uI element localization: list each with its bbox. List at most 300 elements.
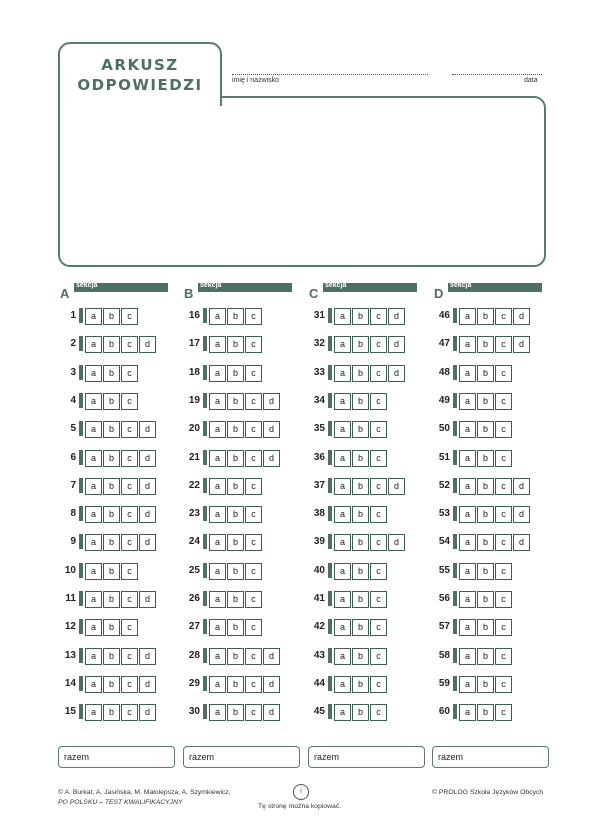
answer-box-15-b[interactable]: b (103, 704, 120, 721)
answer-box-7-b[interactable]: b (103, 478, 120, 495)
answer-box-20-d[interactable]: d (263, 421, 280, 438)
answer-box-55-a[interactable]: a (459, 563, 476, 580)
answer-box-29-c[interactable]: c (245, 676, 262, 693)
question-number: 12 (64, 621, 76, 632)
section-letter-c: C (309, 286, 319, 301)
answer-box-20-b[interactable]: b (227, 421, 244, 438)
answer-box-54-d[interactable]: d (513, 534, 530, 551)
answer-box-27-b[interactable]: b (227, 619, 244, 636)
question-number: 29 (188, 678, 200, 689)
answer-box-21-b[interactable]: b (227, 450, 244, 467)
answer-box-5-d[interactable]: d (139, 421, 156, 438)
answer-box-28-b[interactable]: b (227, 648, 244, 665)
box-marker (79, 648, 83, 663)
answer-box-34-c[interactable]: c (370, 393, 387, 410)
answer-box-2-d[interactable]: d (139, 336, 156, 353)
answer-box-53-b[interactable]: b (477, 506, 494, 523)
question-number: 2 (70, 338, 76, 349)
answer-box-55-c[interactable]: c (495, 563, 512, 580)
answer-box-37-d[interactable]: d (388, 478, 405, 495)
answer-box-47-d[interactable]: d (513, 336, 530, 353)
answer-box-47-c[interactable]: c (495, 336, 512, 353)
answer-box-17-b[interactable]: b (227, 336, 244, 353)
answer-box-12-b[interactable]: b (103, 619, 120, 636)
box-marker (328, 676, 332, 691)
answer-box-9-c[interactable]: c (121, 534, 138, 551)
box-marker (453, 591, 457, 606)
question-number: 52 (438, 480, 450, 491)
answer-box-58-a[interactable]: a (459, 648, 476, 665)
answer-box-5-c[interactable]: c (121, 421, 138, 438)
answer-box-46-b[interactable]: b (477, 308, 494, 325)
answer-box-56-c[interactable]: c (495, 591, 512, 608)
answer-box-28-c[interactable]: c (245, 648, 262, 665)
box-marker (79, 704, 83, 719)
question-number: 28 (188, 650, 200, 661)
name-field[interactable] (232, 74, 428, 75)
answer-box-50-b[interactable]: b (477, 421, 494, 438)
answer-box-32-b[interactable]: b (352, 336, 369, 353)
answer-box-45-a[interactable]: a (334, 704, 351, 721)
box-marker (453, 563, 457, 578)
answer-box-42-b[interactable]: b (352, 619, 369, 636)
answer-box-51-b[interactable]: b (477, 450, 494, 467)
answer-box-52-d[interactable]: d (513, 478, 530, 495)
answer-box-9-d[interactable]: d (139, 534, 156, 551)
answer-box-31-a[interactable]: a (334, 308, 351, 325)
question-number: 33 (313, 367, 325, 378)
answer-box-50-c[interactable]: c (495, 421, 512, 438)
answer-box-32-d[interactable]: d (388, 336, 405, 353)
answer-box-19-a[interactable]: a (209, 393, 226, 410)
question-number: 21 (188, 452, 200, 463)
answer-box-22-a[interactable]: a (209, 478, 226, 495)
section-letter-d: D (434, 286, 444, 301)
question-number: 48 (438, 367, 450, 378)
question-number: 9 (70, 536, 76, 547)
answer-box-53-a[interactable]: a (459, 506, 476, 523)
answer-box-4-a[interactable]: a (85, 393, 102, 410)
answer-box-42-a[interactable]: a (334, 619, 351, 636)
answer-box-16-a[interactable]: a (209, 308, 226, 325)
question-number: 24 (188, 536, 200, 547)
answer-box-46-d[interactable]: d (513, 308, 530, 325)
question-number: 40 (313, 565, 325, 576)
question-number: 5 (70, 423, 76, 434)
answer-box-28-d[interactable]: d (263, 648, 280, 665)
date-label: data (524, 77, 538, 84)
answer-box-29-a[interactable]: a (209, 676, 226, 693)
box-marker (203, 534, 207, 549)
answer-box-31-d[interactable]: d (388, 308, 405, 325)
answer-box-58-b[interactable]: b (477, 648, 494, 665)
question-number: 57 (438, 621, 450, 632)
answer-box-2-a[interactable]: a (85, 336, 102, 353)
answer-box-33-a[interactable]: a (334, 365, 351, 382)
answer-box-41-a[interactable]: a (334, 591, 351, 608)
answer-box-43-a[interactable]: a (334, 648, 351, 665)
answer-box-10-c[interactable]: c (121, 563, 138, 580)
answer-box-34-b[interactable]: b (352, 393, 369, 410)
answer-box-5-a[interactable]: a (85, 421, 102, 438)
footer-authors: © A. Burkat, A. Jasińska, M. Małolepsza, A. Szymkiewicz, (58, 789, 231, 796)
answer-box-2-c[interactable]: c (121, 336, 138, 353)
answer-box-59-b[interactable]: b (477, 676, 494, 693)
answer-box-34-a[interactable]: a (334, 393, 351, 410)
answer-box-18-b[interactable]: b (227, 365, 244, 382)
answer-box-30-b[interactable]: b (227, 704, 244, 721)
answer-box-23-b[interactable]: b (227, 506, 244, 523)
answer-box-36-a[interactable]: a (334, 450, 351, 467)
total-field-d[interactable]: razem (432, 746, 549, 768)
answer-box-7-a[interactable]: a (85, 478, 102, 495)
question-number: 31 (313, 310, 325, 321)
box-marker (203, 393, 207, 408)
answer-box-37-b[interactable]: b (352, 478, 369, 495)
answer-box-7-c[interactable]: c (121, 478, 138, 495)
answer-box-52-b[interactable]: b (477, 478, 494, 495)
box-marker (203, 478, 207, 493)
question-number: 55 (438, 565, 450, 576)
answer-box-56-a[interactable]: a (459, 591, 476, 608)
answer-box-59-a[interactable]: a (459, 676, 476, 693)
answer-box-19-b[interactable]: b (227, 393, 244, 410)
answer-box-57-a[interactable]: a (459, 619, 476, 636)
answer-box-20-a[interactable]: a (209, 421, 226, 438)
answer-box-37-c[interactable]: c (370, 478, 387, 495)
answer-box-26-b[interactable]: b (227, 591, 244, 608)
answer-box-9-b[interactable]: b (103, 534, 120, 551)
answer-box-35-a[interactable]: a (334, 421, 351, 438)
question-number: 8 (70, 508, 76, 519)
answer-box-47-b[interactable]: b (477, 336, 494, 353)
answer-box-48-c[interactable]: c (495, 365, 512, 382)
question-number: 47 (438, 338, 450, 349)
answer-box-2-b[interactable]: b (103, 336, 120, 353)
answer-box-4-b[interactable]: b (103, 393, 120, 410)
answer-box-47-a[interactable]: a (459, 336, 476, 353)
section-letter-b: B (184, 286, 194, 301)
answer-box-22-c[interactable]: c (245, 478, 262, 495)
answer-box-8-b[interactable]: b (103, 506, 120, 523)
box-marker (328, 563, 332, 578)
answer-box-17-a[interactable]: a (209, 336, 226, 353)
answer-box-19-c[interactable]: c (245, 393, 262, 410)
answer-box-24-b[interactable]: b (227, 534, 244, 551)
box-marker (79, 619, 83, 634)
box-marker (453, 308, 457, 323)
answer-box-51-c[interactable]: c (495, 450, 512, 467)
answer-box-30-d[interactable]: d (263, 704, 280, 721)
answer-box-11-d[interactable]: d (139, 591, 156, 608)
answer-box-20-c[interactable]: c (245, 421, 262, 438)
box-marker (328, 591, 332, 606)
answer-box-7-d[interactable]: d (139, 478, 156, 495)
box-marker (79, 450, 83, 465)
question-number: 38 (313, 508, 325, 519)
answer-box-10-b[interactable]: b (103, 563, 120, 580)
answer-box-11-a[interactable]: a (85, 591, 102, 608)
answer-box-53-c[interactable]: c (495, 506, 512, 523)
box-marker (328, 506, 332, 521)
question-number: 30 (188, 706, 200, 717)
box-marker (79, 365, 83, 380)
box-marker (203, 704, 207, 719)
box-marker (79, 506, 83, 521)
box-marker (203, 506, 207, 521)
date-field[interactable] (452, 74, 542, 75)
box-marker (328, 336, 332, 351)
answer-box-41-b[interactable]: b (352, 591, 369, 608)
answer-box-1-c[interactable]: c (121, 308, 138, 325)
answer-box-26-c[interactable]: c (245, 591, 262, 608)
answer-box-44-c[interactable]: c (370, 676, 387, 693)
answer-box-40-a[interactable]: a (334, 563, 351, 580)
box-marker (453, 365, 457, 380)
answer-box-17-c[interactable]: c (245, 336, 262, 353)
answer-box-21-c[interactable]: c (245, 450, 262, 467)
answer-box-13-c[interactable]: c (121, 648, 138, 665)
answer-box-60-b[interactable]: b (477, 704, 494, 721)
box-marker (328, 365, 332, 380)
question-number: 14 (64, 678, 76, 689)
answer-box-43-b[interactable]: b (352, 648, 369, 665)
answer-box-11-b[interactable]: b (103, 591, 120, 608)
answer-box-6-b[interactable]: b (103, 450, 120, 467)
answer-box-10-a[interactable]: a (85, 563, 102, 580)
answer-box-6-c[interactable]: c (121, 450, 138, 467)
answer-box-6-d[interactable]: d (139, 450, 156, 467)
section-label: sekcja (325, 282, 347, 289)
box-marker (79, 393, 83, 408)
answer-box-35-b[interactable]: b (352, 421, 369, 438)
answer-box-49-a[interactable]: a (459, 393, 476, 410)
answer-box-45-b[interactable]: b (352, 704, 369, 721)
answer-box-44-a[interactable]: a (334, 676, 351, 693)
answer-box-50-a[interactable]: a (459, 421, 476, 438)
answer-box-23-a[interactable]: a (209, 506, 226, 523)
answer-box-24-c[interactable]: c (245, 534, 262, 551)
box-marker (203, 648, 207, 663)
answer-box-57-b[interactable]: b (477, 619, 494, 636)
answer-box-8-a[interactable]: a (85, 506, 102, 523)
answer-box-29-d[interactable]: d (263, 676, 280, 693)
answer-box-16-c[interactable]: c (245, 308, 262, 325)
answer-box-52-c[interactable]: c (495, 478, 512, 495)
answer-box-38-c[interactable]: c (370, 506, 387, 523)
answer-box-29-b[interactable]: b (227, 676, 244, 693)
answer-box-52-a[interactable]: a (459, 478, 476, 495)
answer-box-56-b[interactable]: b (477, 591, 494, 608)
answer-box-26-a[interactable]: a (209, 591, 226, 608)
answer-box-14-d[interactable]: d (139, 676, 156, 693)
answer-box-57-c[interactable]: c (495, 619, 512, 636)
question-number: 16 (188, 310, 200, 321)
question-number: 35 (313, 423, 325, 434)
box-marker (453, 676, 457, 691)
question-number: 50 (438, 423, 450, 434)
box-marker (79, 534, 83, 549)
box-marker (453, 393, 457, 408)
box-marker (79, 676, 83, 691)
question-number: 45 (313, 706, 325, 717)
answer-box-8-c[interactable]: c (121, 506, 138, 523)
section-label: sekcja (450, 282, 472, 289)
answer-box-36-c[interactable]: c (370, 450, 387, 467)
answer-box-55-b[interactable]: b (477, 563, 494, 580)
answer-box-14-a[interactable]: a (85, 676, 102, 693)
answer-box-15-c[interactable]: c (121, 704, 138, 721)
answer-box-51-a[interactable]: a (459, 450, 476, 467)
answer-box-32-a[interactable]: a (334, 336, 351, 353)
answer-box-11-c[interactable]: c (121, 591, 138, 608)
box-marker (203, 591, 207, 606)
answer-box-9-a[interactable]: a (85, 534, 102, 551)
answer-box-5-b[interactable]: b (103, 421, 120, 438)
answer-box-3-a[interactable]: a (85, 365, 102, 382)
answer-box-54-b[interactable]: b (477, 534, 494, 551)
answer-box-33-d[interactable]: d (388, 365, 405, 382)
answer-box-33-b[interactable]: b (352, 365, 369, 382)
answer-box-53-d[interactable]: d (513, 506, 530, 523)
answer-box-38-a[interactable]: a (334, 506, 351, 523)
answer-box-42-c[interactable]: c (370, 619, 387, 636)
answer-box-48-a[interactable]: a (459, 365, 476, 382)
box-marker (79, 563, 83, 578)
answer-box-24-a[interactable]: a (209, 534, 226, 551)
question-number: 18 (188, 367, 200, 378)
answer-box-36-b[interactable]: b (352, 450, 369, 467)
answer-box-14-c[interactable]: c (121, 676, 138, 693)
answer-box-25-b[interactable]: b (227, 563, 244, 580)
answer-box-30-a[interactable]: a (209, 704, 226, 721)
instructions-box (58, 96, 546, 267)
answer-box-40-b[interactable]: b (352, 563, 369, 580)
answer-box-27-c[interactable]: c (245, 619, 262, 636)
answer-box-58-c[interactable]: c (495, 648, 512, 665)
answer-box-19-d[interactable]: d (263, 393, 280, 410)
answer-box-31-c[interactable]: c (370, 308, 387, 325)
answer-box-54-a[interactable]: a (459, 534, 476, 551)
answer-box-12-a[interactable]: a (85, 619, 102, 636)
box-marker (328, 704, 332, 719)
total-field-c[interactable]: razem (308, 746, 425, 768)
answer-box-38-b[interactable]: b (352, 506, 369, 523)
answer-box-13-a[interactable]: a (85, 648, 102, 665)
answer-box-16-b[interactable]: b (227, 308, 244, 325)
question-number: 11 (65, 593, 76, 604)
answer-box-28-a[interactable]: a (209, 648, 226, 665)
box-marker (203, 421, 207, 436)
box-marker (203, 308, 207, 323)
question-number: 54 (438, 536, 450, 547)
answer-box-33-c[interactable]: c (370, 365, 387, 382)
answer-box-3-c[interactable]: c (121, 365, 138, 382)
answer-box-25-c[interactable]: c (245, 563, 262, 580)
box-marker (203, 450, 207, 465)
answer-box-25-a[interactable]: a (209, 563, 226, 580)
answer-box-39-b[interactable]: b (352, 534, 369, 551)
question-number: 49 (438, 395, 450, 406)
answer-box-46-a[interactable]: a (459, 308, 476, 325)
answer-box-60-a[interactable]: a (459, 704, 476, 721)
question-number: 42 (313, 621, 325, 632)
answer-box-6-a[interactable]: a (85, 450, 102, 467)
answer-box-1-b[interactable]: b (103, 308, 120, 325)
box-marker (453, 336, 457, 351)
answer-box-18-c[interactable]: c (245, 365, 262, 382)
answer-box-22-b[interactable]: b (227, 478, 244, 495)
total-field-b[interactable]: razem (183, 746, 300, 768)
answer-box-32-c[interactable]: c (370, 336, 387, 353)
answer-box-15-d[interactable]: d (139, 704, 156, 721)
section-label: sekcja (200, 282, 222, 289)
question-number: 59 (438, 678, 450, 689)
answer-box-35-c[interactable]: c (370, 421, 387, 438)
answer-box-39-c[interactable]: c (370, 534, 387, 551)
answer-box-60-c[interactable]: c (495, 704, 512, 721)
box-marker (453, 478, 457, 493)
answer-box-18-a[interactable]: a (209, 365, 226, 382)
box-marker (203, 336, 207, 351)
answer-box-39-d[interactable]: d (388, 534, 405, 551)
answer-box-40-c[interactable]: c (370, 563, 387, 580)
answer-box-46-c[interactable]: c (495, 308, 512, 325)
answer-box-1-a[interactable]: a (85, 308, 102, 325)
answer-box-48-b[interactable]: b (477, 365, 494, 382)
box-marker (203, 619, 207, 634)
question-number: 56 (438, 593, 450, 604)
answer-box-59-c[interactable]: c (495, 676, 512, 693)
box-marker (203, 563, 207, 578)
answer-box-49-b[interactable]: b (477, 393, 494, 410)
answer-box-27-a[interactable]: a (209, 619, 226, 636)
footer-copy-note: Tę stronę można kopiować. (258, 803, 342, 810)
answer-box-31-b[interactable]: b (352, 308, 369, 325)
total-field-a[interactable]: razem (58, 746, 175, 768)
answer-box-45-c[interactable]: c (370, 704, 387, 721)
answer-box-44-b[interactable]: b (352, 676, 369, 693)
answer-box-41-c[interactable]: c (370, 591, 387, 608)
question-number: 22 (188, 480, 200, 491)
answer-box-13-d[interactable]: d (139, 648, 156, 665)
answer-box-54-c[interactable]: c (495, 534, 512, 551)
answer-box-8-d[interactable]: d (139, 506, 156, 523)
box-marker (203, 676, 207, 691)
answer-box-37-a[interactable]: a (334, 478, 351, 495)
answer-box-13-b[interactable]: b (103, 648, 120, 665)
answer-box-30-c[interactable]: c (245, 704, 262, 721)
question-number: 51 (438, 452, 450, 463)
answer-box-4-c[interactable]: c (121, 393, 138, 410)
answer-box-49-c[interactable]: c (495, 393, 512, 410)
box-marker (453, 506, 457, 521)
answer-box-15-a[interactable]: a (85, 704, 102, 721)
question-number: 23 (188, 508, 200, 519)
answer-box-23-c[interactable]: c (245, 506, 262, 523)
copy-info-icon: i (293, 784, 309, 800)
answer-box-39-a[interactable]: a (334, 534, 351, 551)
question-number: 60 (438, 706, 450, 717)
answer-box-14-b[interactable]: b (103, 676, 120, 693)
answer-box-43-c[interactable]: c (370, 648, 387, 665)
answer-box-21-d[interactable]: d (263, 450, 280, 467)
question-number: 53 (438, 508, 450, 519)
answer-box-3-b[interactable]: b (103, 365, 120, 382)
answer-box-21-a[interactable]: a (209, 450, 226, 467)
footer-publisher: © PROLOG Szkoła Języków Obcych (432, 789, 544, 796)
answer-box-12-c[interactable]: c (121, 619, 138, 636)
